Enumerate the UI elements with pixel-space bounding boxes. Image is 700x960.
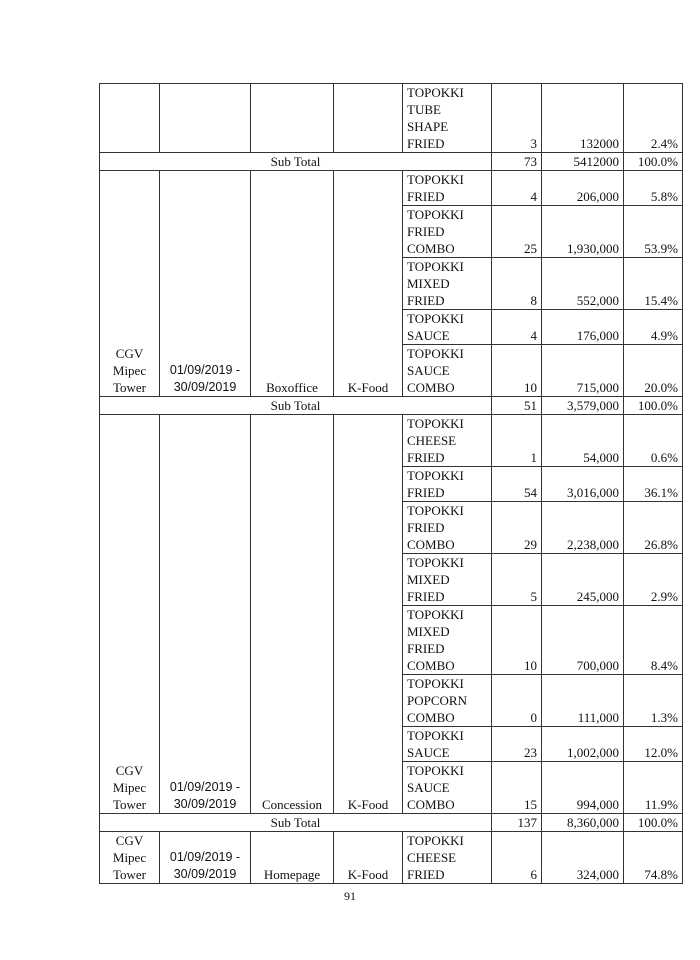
quantity-cell: 1 — [492, 415, 542, 467]
item-name-cell — [403, 415, 492, 467]
percent-cell: 100.0% — [624, 814, 683, 832]
percent-cell: 11.9% — [624, 762, 683, 814]
item-name-cell — [403, 310, 492, 345]
amount-cell: 111,000 — [542, 675, 624, 727]
item-name-cell-line: FRIED — [407, 136, 445, 151]
item-name-cell-line: FRIED — [407, 189, 445, 204]
item-name-cell-line: COMBO — [407, 797, 455, 812]
item-name-cell-line: TOPOKKI — [407, 503, 464, 518]
item-name-cell-line: TOPOKKI — [407, 311, 464, 326]
item-name-cell-line: FRIED — [407, 450, 445, 465]
percent-cell: 1.3% — [624, 675, 683, 727]
quantity-cell: 29 — [492, 502, 542, 554]
amount-cell: 3,016,000 — [542, 467, 624, 502]
quantity-cell: 10 — [492, 345, 542, 397]
site-cell — [100, 415, 160, 814]
period-cell — [160, 832, 251, 884]
period-cell-line: 30/09/2019 — [173, 867, 237, 881]
period-cell — [160, 171, 251, 397]
item-name-cell-line: SAUCE — [407, 328, 450, 343]
percent-cell: 4.9% — [624, 310, 683, 345]
item-name-cell-line: TOPOKKI — [407, 763, 464, 778]
quantity-cell: 4 — [492, 171, 542, 206]
item-name-cell-line: SHAPE — [407, 119, 449, 134]
amount-cell: 132000 — [542, 84, 624, 153]
amount-cell: 715,000 — [542, 345, 624, 397]
subtotal-label: Sub Total — [100, 153, 492, 171]
amount-cell: 1,002,000 — [542, 727, 624, 762]
quantity-cell: 4 — [492, 310, 542, 345]
item-name-cell-line: TOPOKKI — [407, 172, 464, 187]
item-name-cell-line: SAUCE — [407, 363, 450, 378]
amount-cell: 245,000 — [542, 554, 624, 606]
page-number: 91 — [344, 889, 356, 903]
item-name-cell-line: CHEESE — [407, 850, 457, 865]
percent-cell: 53.9% — [624, 206, 683, 258]
table-row — [100, 171, 683, 206]
amount-cell: 3,579,000 — [542, 397, 624, 415]
subtotal-label: Sub Total — [100, 397, 492, 415]
percent-cell: 12.0% — [624, 727, 683, 762]
item-name-cell-line: POPCORN — [407, 693, 467, 708]
item-name-cell-line: MIXED — [407, 276, 450, 291]
empty-cell — [251, 84, 334, 153]
item-name-cell-line: MIXED — [407, 624, 450, 639]
percent-cell: 0.6% — [624, 415, 683, 467]
subtotal-row — [100, 397, 683, 415]
channel-cell: Boxoffice — [251, 171, 334, 397]
amount-cell: 176,000 — [542, 310, 624, 345]
quantity-cell: 3 — [492, 84, 542, 153]
item-name-cell-line: COMBO — [407, 241, 455, 256]
quantity-cell: 0 — [492, 675, 542, 727]
percent-cell: 100.0% — [624, 153, 683, 171]
item-name-cell — [403, 258, 492, 310]
period-cell-line: 30/09/2019 — [173, 380, 237, 394]
item-name-cell-line: FRIED — [407, 641, 445, 656]
quantity-cell: 25 — [492, 206, 542, 258]
item-name-cell-line: TOPOKKI — [407, 468, 464, 483]
site-cell — [100, 832, 160, 884]
category-cell: K-Food — [334, 415, 403, 814]
percent-cell: 5.8% — [624, 171, 683, 206]
percent-cell: 15.4% — [624, 258, 683, 310]
item-name-cell-line: TOPOKKI — [407, 728, 464, 743]
item-name-cell-line: TOPOKKI — [407, 555, 464, 570]
empty-cell — [160, 84, 251, 153]
site-cell-line: CGV — [115, 833, 144, 848]
quantity-cell: 23 — [492, 727, 542, 762]
percent-cell: 2.9% — [624, 554, 683, 606]
site-cell-line: Mipec — [112, 780, 147, 795]
amount-cell: 206,000 — [542, 171, 624, 206]
table-row — [100, 415, 683, 467]
site-cell-line: Tower — [112, 797, 147, 812]
item-name-cell — [403, 171, 492, 206]
quantity-cell: 15 — [492, 762, 542, 814]
item-name-cell-line: TOPOKKI — [407, 207, 464, 222]
subtotal-label: Sub Total — [100, 814, 492, 832]
sales-report-table — [99, 83, 683, 884]
item-name-cell-line: FRIED — [407, 224, 445, 239]
item-name-cell-line: COMBO — [407, 710, 455, 725]
channel-cell: Concession — [251, 415, 334, 814]
item-name-cell-line: FRIED — [407, 589, 445, 604]
item-name-cell-line: TUBE — [407, 102, 441, 117]
percent-cell: 2.4% — [624, 84, 683, 153]
item-name-cell-line: SAUCE — [407, 780, 450, 795]
item-name-cell-line: TOPOKKI — [407, 676, 464, 691]
item-name-cell-line: MIXED — [407, 572, 450, 587]
amount-cell: 324,000 — [542, 832, 624, 884]
empty-cell — [100, 84, 160, 153]
quantity-cell: 137 — [492, 814, 542, 832]
table-row — [100, 832, 683, 884]
item-name-cell — [403, 762, 492, 814]
item-name-cell-line: FRIED — [407, 867, 445, 882]
percent-cell: 100.0% — [624, 397, 683, 415]
item-name-cell-line: TOPOKKI — [407, 607, 464, 622]
amount-cell: 5412000 — [542, 153, 624, 171]
quantity-cell: 10 — [492, 606, 542, 675]
item-name-cell — [403, 675, 492, 727]
item-name-cell — [403, 832, 492, 884]
percent-cell: 20.0% — [624, 345, 683, 397]
item-name-cell-line: CHEESE — [407, 433, 457, 448]
period-cell — [160, 415, 251, 814]
amount-cell: 54,000 — [542, 415, 624, 467]
subtotal-row — [100, 814, 683, 832]
item-name-cell-line: FRIED — [407, 520, 445, 535]
item-name-cell-line: TOPOKKI — [407, 833, 464, 848]
percent-cell: 26.8% — [624, 502, 683, 554]
empty-cell — [334, 84, 403, 153]
item-name-cell-line: COMBO — [407, 380, 455, 395]
period-cell-line: 30/09/2019 — [173, 797, 237, 811]
item-name-cell — [403, 727, 492, 762]
site-cell-line: Tower — [112, 380, 147, 395]
amount-cell: 994,000 — [542, 762, 624, 814]
item-name-cell — [403, 606, 492, 675]
quantity-cell: 5 — [492, 554, 542, 606]
item-name-cell — [403, 554, 492, 606]
amount-cell: 2,238,000 — [542, 502, 624, 554]
quantity-cell: 8 — [492, 258, 542, 310]
amount-cell: 552,000 — [542, 258, 624, 310]
quantity-cell: 73 — [492, 153, 542, 171]
table-row — [100, 84, 683, 153]
period-cell-line: 01/09/2019 - — [169, 363, 241, 377]
amount-cell: 8,360,000 — [542, 814, 624, 832]
item-name-cell — [403, 84, 492, 153]
quantity-cell: 51 — [492, 397, 542, 415]
percent-cell: 36.1% — [624, 467, 683, 502]
item-name-cell-line: COMBO — [407, 537, 455, 552]
item-name-cell-line: COMBO — [407, 658, 455, 673]
item-name-cell-line: FRIED — [407, 485, 445, 500]
percent-cell: 8.4% — [624, 606, 683, 675]
item-name-cell-line: TOPOKKI — [407, 259, 464, 274]
amount-cell: 1,930,000 — [542, 206, 624, 258]
category-cell: K-Food — [334, 832, 403, 884]
period-cell-line: 01/09/2019 - — [169, 780, 241, 794]
site-cell — [100, 171, 160, 397]
item-name-cell — [403, 345, 492, 397]
item-name-cell-line: TOPOKKI — [407, 346, 464, 361]
site-cell-line: Tower — [112, 867, 147, 882]
channel-cell: Homepage — [251, 832, 334, 884]
site-cell-line: CGV — [115, 346, 144, 361]
item-name-cell — [403, 502, 492, 554]
item-name-cell-line: TOPOKKI — [407, 416, 464, 431]
item-name-cell-line: FRIED — [407, 293, 445, 308]
item-name-cell — [403, 467, 492, 502]
category-cell: K-Food — [334, 171, 403, 397]
site-cell-line: Mipec — [112, 850, 147, 865]
site-cell-line: Mipec — [112, 363, 147, 378]
item-name-cell-line: TOPOKKI — [407, 85, 464, 100]
item-name-cell-line: SAUCE — [407, 745, 450, 760]
percent-cell: 74.8% — [624, 832, 683, 884]
amount-cell: 700,000 — [542, 606, 624, 675]
period-cell-line: 01/09/2019 - — [169, 850, 241, 864]
quantity-cell: 54 — [492, 467, 542, 502]
quantity-cell: 6 — [492, 832, 542, 884]
subtotal-row — [100, 153, 683, 171]
site-cell-line: CGV — [115, 763, 144, 778]
item-name-cell — [403, 206, 492, 258]
